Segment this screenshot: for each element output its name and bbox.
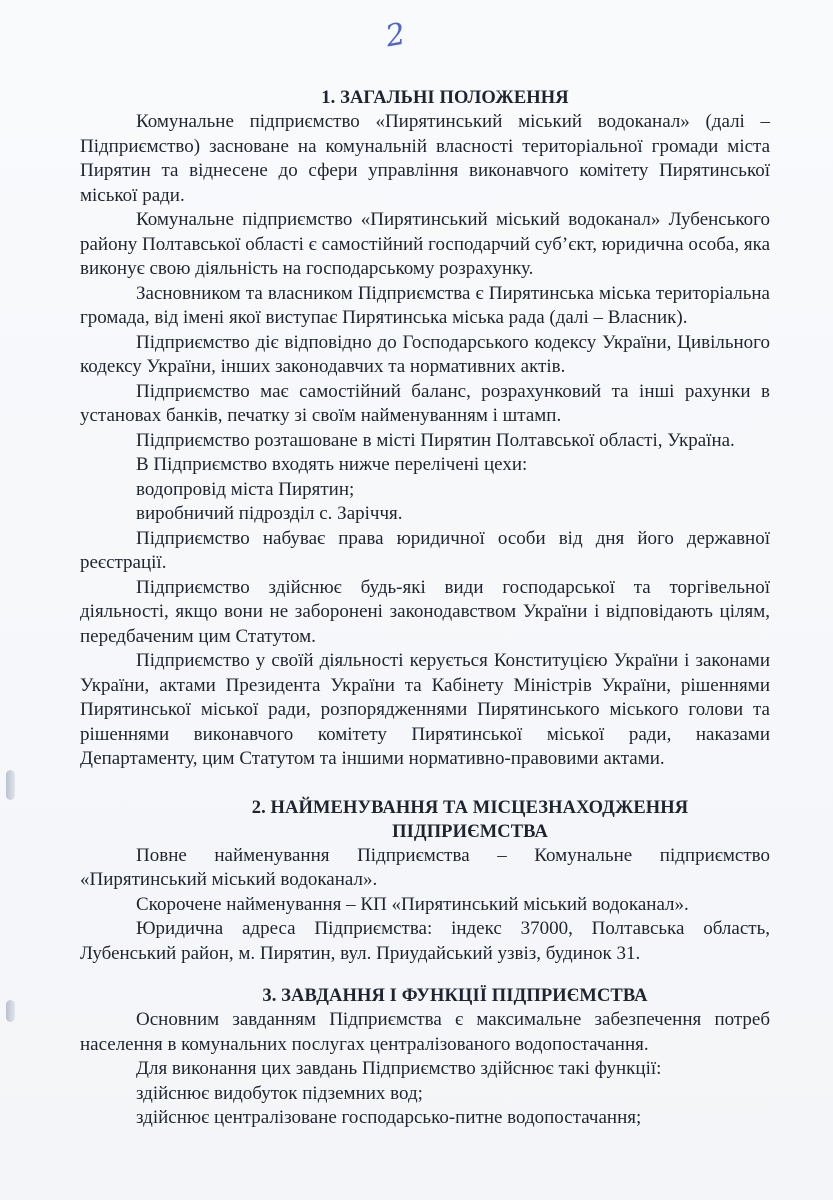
section-title: [80, 796, 770, 844]
list-item: здійснює видобуток підземних вод;: [136, 1082, 423, 1104]
paragraph: Повне найменування Підприємства – Комунальне підприємство «Пирятинський міський водоканал».: [80, 844, 770, 890]
section-title: 1. ЗАГАЛЬНІ ПОЛОЖЕННЯ: [321, 88, 569, 108]
binding-hole-mark: [6, 1000, 15, 1022]
paragraph: Для виконання цих завдань Підприємство здійснює такі функції:: [136, 1058, 662, 1079]
paragraph: В Підприємство входять нижче перелічені цехи:: [136, 454, 528, 475]
page-number: 2: [383, 16, 408, 55]
paragraph: Засновником та власником Підприємства є Пирятинська міська територіальна громада, від імені якої виступає Пирятинська міська рада (далі – Власник).: [80, 282, 770, 328]
list-item: здійснює централізоване господарсько-питне водопостачання;: [136, 1107, 642, 1128]
paragraph: Юридична адреса Підприємства: індекс 37000, Полтавська область, Лубенський район, м. Пирятин, вул. Приудайський узвіз, будинок 31.: [80, 918, 770, 964]
list-item: водопровід міста Пирятин;: [136, 478, 355, 500]
paragraph: Підприємство набуває права юридичної особи від дня його державної реєстрації.: [80, 527, 770, 573]
paragraph: Підприємство діє відповідно до Господарського кодексу України, Цивільного кодексу України, інших законодавчих та нормативних актів.: [80, 331, 770, 377]
section-title: 3. ЗАВДАННЯ І ФУНКЦІЇ ПІДПРИЄМСТВА: [262, 986, 648, 1006]
paragraph: Комунальне підприємство «Пирятинський міський водоканал» (далі – Підприємство) засноване на комунальній власності територіальної громади міста Пирятин та віднесене до сфери управління виконавчого комітету Пирятинської міської ради.: [80, 111, 770, 206]
section-name-and-location: [80, 796, 770, 967]
paragraph: Комунальне підприємство «Пирятинський міський водоканал» Лубенського району Полтавської області є самостійний господарчий суб’єкт, юридична особа, яка виконує свою діяльність на господарському розрахунку.: [80, 209, 770, 279]
paragraph: Підприємство має самостійний баланс, розрахунковий та інші рахунки в установах банків, печатку зі своїм найменуванням і штамп.: [80, 380, 770, 426]
section-title-line: ПІДПРИЄМСТВА: [392, 821, 548, 842]
paragraph: Підприємство здійснює будь-які види господарської та торгівельної діяльності, якщо вони не заборонені законодавством України і відповідають цілям, передбаченим цим Статутом.: [80, 576, 770, 647]
binding-hole-mark: [6, 770, 15, 800]
section-title-line: 2. НАЙМЕНУВАННЯ ТА МІСЦЕЗНАХОДЖЕННЯ: [251, 797, 689, 818]
paragraph: Основним завданням Підприємства є максимальне забезпечення потреб населення в комунальних послугах централізованого водопостачання.: [80, 1009, 770, 1055]
paragraph: Підприємство у своїй діяльності керується Конституцією України і законами України, актами Президента України та Кабінету Міністрів України, рішеннями Пирятинської міської ради, розпорядженнями Пирятинського міського голови та рішеннями виконавчого комітету Пирятинської міської ради, наказами Департаменту, цим Статутом та іншими нормативно-правовими актами.: [80, 650, 770, 769]
section-general-provisions: [80, 86, 770, 772]
paragraph: Підприємство розташоване в місті Пирятин Полтавської області, Україна.: [136, 429, 735, 451]
paragraph: Скорочене найменування – КП «Пирятинський міський водоканал».: [136, 893, 689, 915]
document-body: [80, 86, 770, 1131]
list-item: виробничий підрозділ с. Заріччя.: [136, 503, 403, 524]
section-tasks-and-functions: [80, 984, 770, 1131]
